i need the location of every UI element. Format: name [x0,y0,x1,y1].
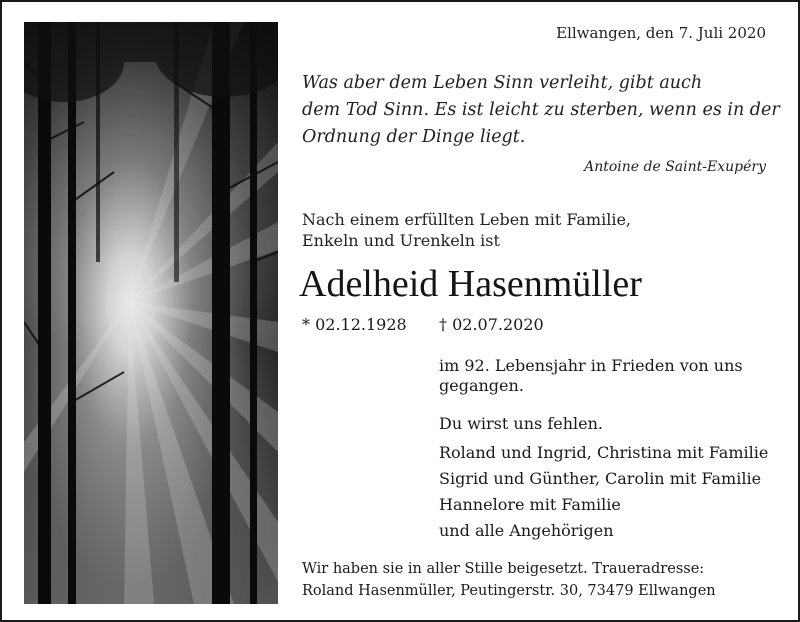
deceased-name: Adelheid Hasenmüller [299,263,642,305]
farewell-text: Du wirst uns fehlen. [439,414,603,433]
passing-text: im 92. Lebensjahr in Frieden von uns gegangen. [439,356,743,395]
quote-author: Antoine de Saint-Exupéry [584,159,766,175]
intro-text [302,209,631,251]
burial-notice [302,558,716,602]
mourner-line: Roland und Ingrid, Christina mit Familie [439,443,769,462]
intro-line: Enkeln und Urenkeln ist [302,231,500,250]
mourner-line: und alle Angehörigen [439,521,614,540]
quote-line: Was aber dem Leben Sinn verleiht, gibt auch [302,73,703,93]
death-date: † 02.07.2020 [439,315,544,334]
mourners-list [439,440,768,544]
forest-sunbeams-image [24,22,278,604]
quote-line: Ordnung der Dinge liegt. [302,127,526,147]
birth-date: * 02.12.1928 [302,315,407,334]
quote-line: dem Tod Sinn. Es ist leicht zu sterben, wenn es in der [302,100,780,120]
mourning-address: Roland Hasenmüller, Peutingerstr. 30, 73479 Ellwangen [302,583,716,599]
mourner-line: Hannelore mit Familie [439,495,621,514]
intro-line: Nach einem erfüllten Leben mit Familie, [302,210,632,229]
place-and-date: Ellwangen, den 7. Juli 2020 [556,24,766,42]
mourner-line: Sigrid und Günther, Carolin mit Familie [439,469,762,488]
quote [302,70,780,151]
burial-line: Wir haben sie in aller Stille beigesetzt. Traueradresse: [302,561,705,577]
